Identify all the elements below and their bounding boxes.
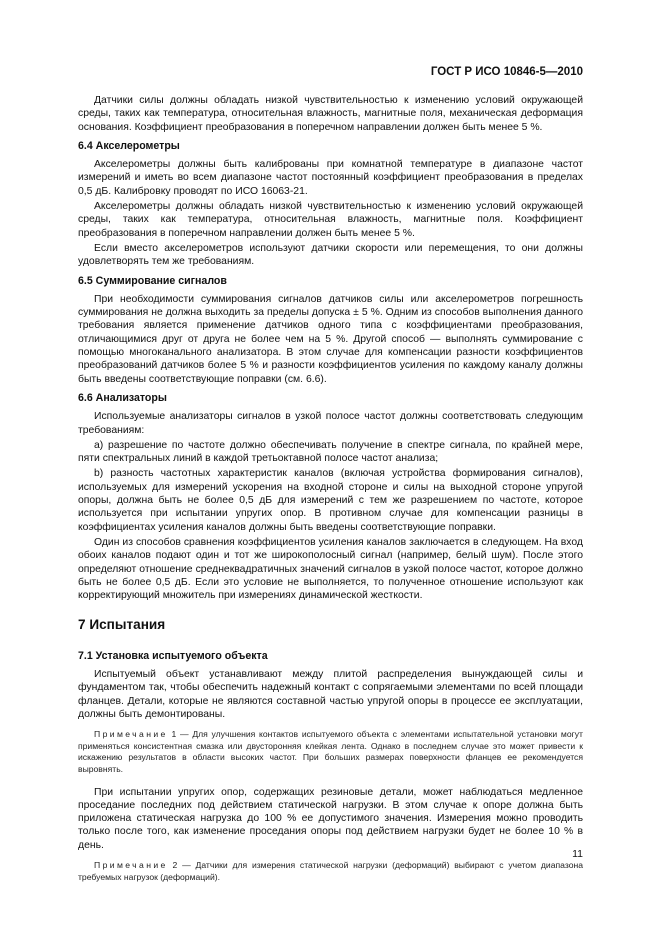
note-label: Примечание xyxy=(94,860,168,871)
note-text: 1 — Для улучшения контактов испытуемого объекта с элементами испытательной установки могут применяться консистентная смазка или двусторонняя клейкая лента. Однако в последнем случае это может привести к искажению результатов в области высоких частот. При больших размерах поверхности фланцев ее рекомендуется выровнять. xyxy=(78,729,583,774)
note-text: 2 — Датчики для измерения статической нагрузки (деформаций) выбирают с учетом диапазона требуемых нагрузок (деформаций). xyxy=(78,860,583,882)
page-number: 11 xyxy=(572,848,583,860)
note-2 xyxy=(78,860,583,883)
document-body xyxy=(78,94,583,893)
paragraph: Если вместо акселерометров используют датчики скорости или перемещения, то они должны удовлетворять тем же требованиям. xyxy=(78,242,583,268)
paragraph: Испытуемый объект устанавливают между плитой распределения вынуждающей силы и фундаментом так, чтобы обеспечить надежный контакт с сопрягаемыми элементами по всей площади фланцев. Детали, которые не являются составной частью упругой опоры в процессе ее эксплуатации, должны быть демонтированы. xyxy=(78,668,583,720)
chapter-heading-7: 7 Испытания xyxy=(78,617,166,633)
paragraph: При испытании упругих опор, содержащих резиновые детали, может наблюдаться медленное проседание последних под действием статической нагрузки. В этом случае к опоре должна быть приложена статическая нагрузка до 100 % ее допустимого значения. Измерения можно проводить только после того, как изменение проседания опоры под действием нагрузки будет не более 10 % в день. xyxy=(78,786,583,851)
paragraph: При необходимости суммирования сигналов датчиков силы или акселерометров погрешность суммирования не должна выходить за пределы допуска ± 5 %. Одним из способов выполнения данного требования является применение датчиков одного типа с коэффициентами преобразования, отличающимися друг от друга не более чем на 5 %. Другой способ — выполнять суммирование с помощью многоканального анализатора. В этом случае для компенсации разности коэффициентов преобразований датчиков более 5 % и разности коэффициентов усиления по каждому каналу должны быть введены соответствующие поправки (см. 6.6). xyxy=(78,293,583,385)
note-1 xyxy=(78,729,583,775)
list-item-b: b) разность частотных характеристик каналов (включая устройства формирования сигналов), используемых для измерений ускорения на входной стороне и силы на выходной стороне упругой опоры, должна быть не более 0,5 дБ для измерений с тем же разрешением по частоте, которое используется при испытании упругих опор. В противном случае для компенсации разницы в коэффициентах усиления каналов должны быть введены соответствующие поправки. xyxy=(78,468,583,533)
paragraph: Используемые анализаторы сигналов в узкой полосе частот должны соответствовать следующим требованиям: xyxy=(78,411,583,436)
list-item-a: а) разрешение по частоте должно обеспечивать получение в спектре сигнала, по крайней мере, пяти спектральных линий в каждой третьоктавной полосе частот анализа; xyxy=(78,439,583,465)
document-code: ГОСТ Р ИСО 10846-5—2010 xyxy=(430,66,583,78)
paragraph: Акселерометры должны быть калиброваны при комнатной температуре в диапазоне частот измерений и иметь во всем диапазоне частот постоянный коэффициент преобразования в пределах 0,5 дБ. Калибровку проводят по ИСО 16063-21. xyxy=(78,159,583,197)
paragraph: Один из способов сравнения коэффициентов усиления каналов заключается в следующем. На вход обоих каналов подают один и тот же широкополосный сигнал (например, белый шум). После этого определяют отношение среднеквадратичных значений сигналов в узкой полосе частот, которое должно быть не более 0,5 дБ. Если это условие не выполняется, то полученное отношение используют как корректирующий множитель при измерениях динамической жесткости. xyxy=(78,536,583,602)
section-heading-6-6: 6.6 Анализаторы xyxy=(78,391,167,404)
note-label: Примечание xyxy=(94,729,168,740)
section-heading-6-5: 6.5 Суммирование сигналов xyxy=(78,274,227,287)
paragraph: Акселерометры должны обладать низкой чувствительностью к изменению условий окружающей среды, таких как температура, относительная влажность, магнитные поля. Коэффициент преобразования в поперечном направлении должен быть менее 5 %. xyxy=(78,201,583,239)
paragraph: Датчики силы должны обладать низкой чувствительностью к изменению условий окружающей среды, таких как температура, относительная влажность, магнитные поля, механическая деформация основания. Коэффициент преобразования в поперечном направлении должен быть менее 5 %. xyxy=(78,95,583,133)
section-heading-7-1: 7.1 Установка испытуемого объекта xyxy=(78,649,268,662)
section-heading-6-4: 6.4 Акселерометры xyxy=(78,139,180,152)
